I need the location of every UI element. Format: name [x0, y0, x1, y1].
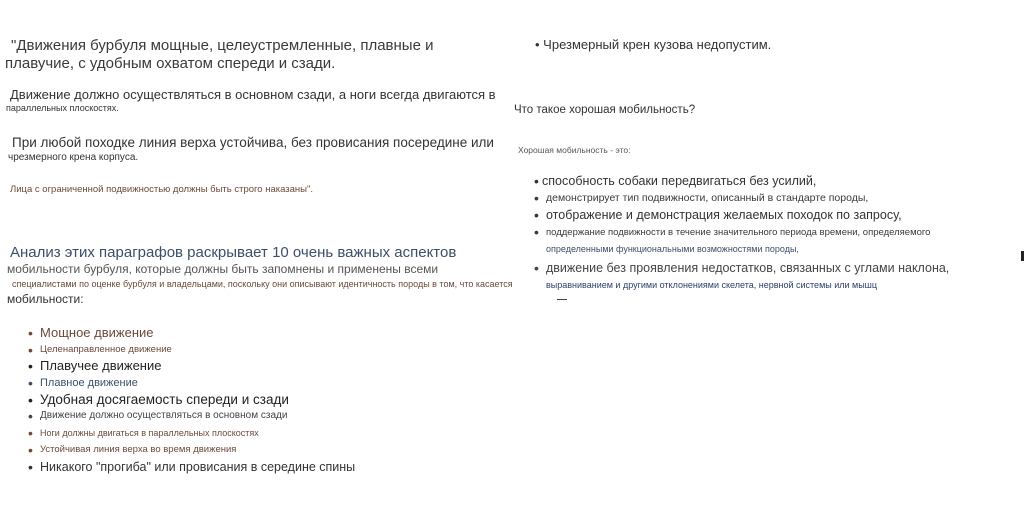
- good-mobility-list: [534, 173, 950, 294]
- paragraph-penalty: Лица с ограниченной подвижностью должны быть строго наказаны".: [10, 184, 314, 195]
- body-roll-bullet: [535, 37, 771, 52]
- quote-block: [5, 37, 433, 73]
- mobility-aspects-list: [28, 325, 356, 475]
- list-item: • Плавное движение: [28, 375, 138, 392]
- paragraph-rear-movement-line-2: параллельных плоскостях.: [6, 103, 119, 113]
- mobility-intro: Хорошая мобильность - это:: [518, 145, 631, 155]
- list-item: выравниванием и другими отклонениями скелета, нервной системы или мышц: [546, 280, 878, 290]
- list-item: • Никакого "прогиба" или провисания в середине спины: [28, 458, 356, 475]
- list-item: • Мощное движение: [28, 325, 154, 341]
- bullet-glyph: •: [535, 37, 544, 52]
- list-item: • движение без проявления недостатков, связанных с углами наклона,: [534, 260, 950, 276]
- list-item: • поддержание подвижности в течение значительного периода времени, определяемого: [534, 224, 931, 240]
- list-item: • демонстрирует тип подвижности, описанный в стандарте породы,: [534, 190, 869, 206]
- list-item: • способность собаки передвигаться без усилий,: [534, 173, 817, 189]
- analysis-block: [7, 244, 513, 306]
- paragraph-rear-movement: [6, 87, 496, 115]
- analysis-line-4: мобильности:: [7, 292, 84, 306]
- quote-line-1: "Движения бурбуля мощные, целеустремленные, плавные и: [11, 37, 434, 54]
- body-roll-text: Чрезмерный крен кузова недопустим.: [543, 37, 772, 52]
- list-item: • отображение и демонстрация желаемых походок по запросу,: [534, 207, 902, 223]
- list-item: • Устойчивая линия верха во время движения: [28, 441, 237, 458]
- mobility-question: Что такое хорошая мобильность?: [514, 104, 696, 116]
- paragraph-rear-movement-line-1: Движение должно осуществляться в основном сзади, а ноги всегда двигаются в: [10, 87, 496, 102]
- quote-line-2: плавучие, с удобным охватом спереди и сзади.: [5, 55, 336, 72]
- paragraph-topline: [8, 135, 494, 165]
- list-item: • Целенаправленное движение: [28, 341, 172, 358]
- list-item: определенными функциональными возможностями породы,: [546, 244, 799, 254]
- list-item: • Движение должно осуществляться в основном сзади: [28, 408, 288, 425]
- dash-mark: [557, 299, 567, 300]
- analysis-line-1: Анализ этих параграфов раскрывает 10 очень важных аспектов: [10, 244, 457, 261]
- analysis-line-3: специалистами по оценке бурбуля и владельцами, поскольку они описывают идентичность породы в том, что касается: [12, 279, 513, 289]
- paragraph-topline-line-1: При любой походке линия верха устойчива, без провисания посередине или: [12, 135, 494, 150]
- analysis-line-2: мобильности бурбуля, которые должны быть запомнены и применены всеми: [7, 262, 439, 276]
- paragraph-topline-line-2: чрезмерного крена корпуса.: [8, 152, 139, 163]
- list-item: • Плавучее движение: [28, 358, 162, 375]
- list-item: • Удобная досягаемость спереди и сзади: [28, 391, 289, 408]
- list-item: • Ноги должны двигаться в параллельных плоскостях: [28, 425, 259, 442]
